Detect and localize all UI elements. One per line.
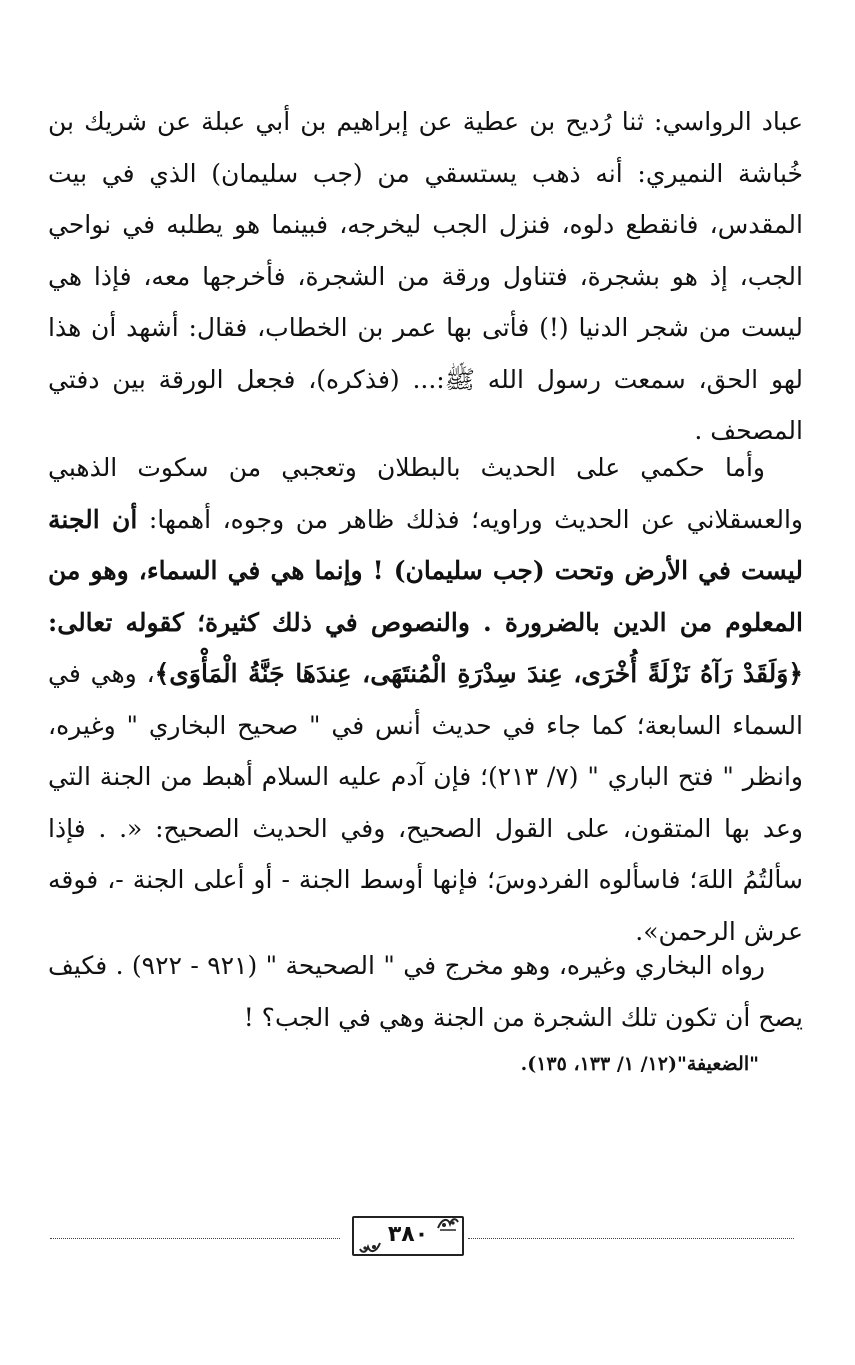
narration-text: عباد الرواسي: ثنا رُديح بن عطية عن إبراهيم بن أبي عبلة عن شريك بن خُباشة النميري: أنه ذهب يستسقي من (جب سليمان) الذي في بيت المقدس، فانقطع دلوه، فنزل الجب ليخرجه، فبينما هو يطلبه في نواحي الجب، إذ هو بشجرة، فتناول ورقة من الشجرة، فأخرجها معه، فإذا هي ليست من شجر الدنيا (!) فأتى بها عمر بن الخطاب، فقال: أشهد أن هذا لهو الحق، سمعت رسول الله ﷺ:... (فذكره)، فجعل الورقة بين دفتي المصحف .: [48, 107, 803, 445]
page-number-frame: [352, 1216, 464, 1256]
ruling-rest-text: ، وهي في السماء السابعة؛ كما جاء في حديث أنس في " صحيح البخاري " وغيره، وانظر " فتح الباري " (٧/ ٢١٣)؛ فإن آدم عليه السلام أهبط من الجنة التي وعد بها المتقون، على القول الصحيح، وفي الحديث الصحيح: «. . فإذا سألتُمُ اللهَ؛ فاسألوه الفردوسَ؛ فإنها أوسط الجنة - أو أعلى الجنة -، فوقه عرش الرحمن».: [48, 659, 804, 946]
paragraph-conclusion: [48, 940, 803, 1043]
source-footnote: "الضعيفة"(١٢/ ١/ ١٣٣، ١٣٥).: [520, 1053, 759, 1075]
floral-corner-ornament-icon: [358, 1240, 382, 1259]
paragraph-ruling: [48, 442, 803, 957]
ruling-bold-text: أن الجنة ليست في الأرض وتحت (جب سليمان) ! وإنما هي في السماء، وهو من المعلوم من الدين بالضرورة . والنصوص في ذلك كثيرة؛ كقوله تعالى: ﴿وَلَقَدْ رَآهُ نَزْلَةً أُخْرَى، عِندَ سِدْرَةِ الْمُنتَهَى، عِندَهَا جَنَّةُ الْمَأْوَى﴾: [48, 504, 803, 688]
conclusion-text: رواه البخاري وغيره، وهو مخرج في " الصحيحة " (٩٢١ - ٩٢٢) . فكيف يصح أن تكون تلك الشجرة من الجنة وهي في الجب؟ !: [48, 951, 803, 1032]
footer-dotted-rule-left: [50, 1238, 340, 1239]
page-number: ٣٨٠: [387, 1222, 429, 1247]
ruling-intro-text: وأما حكمي على الحديث بالبطلان وتعجبي من سكوت الذهبي والعسقلاني عن الحديث وراويه؛ فذلك ظاهر من وجوه، أهمها:: [48, 453, 803, 534]
paragraph-narration: [48, 96, 803, 457]
footer-dotted-rule-right: [468, 1238, 794, 1239]
